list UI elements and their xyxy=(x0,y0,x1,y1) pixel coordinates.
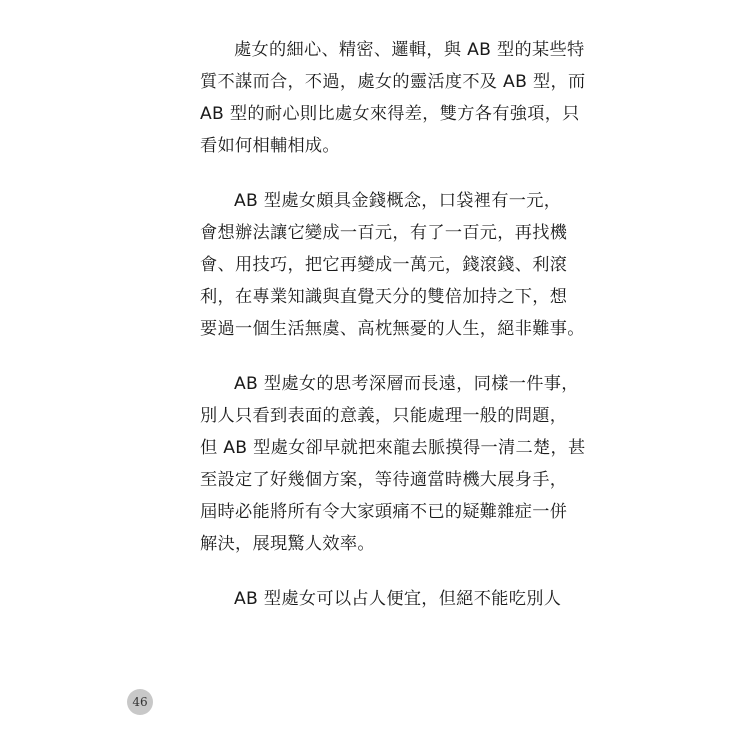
text-line: AB 型處女頗具金錢概念，口袋裡有一元， xyxy=(234,191,562,211)
paragraph xyxy=(200,583,580,615)
text-line: 看如何相輔相成。 xyxy=(200,136,340,156)
text-line: 至設定了好幾個方案，等待適當時機大展身手， xyxy=(200,470,568,490)
text-line: 但 AB 型處女卻早就把來龍去脈摸得一清二楚，甚 xyxy=(200,438,586,458)
body-text xyxy=(200,34,586,638)
text-line: AB 型的耐心則比處女來得差，雙方各有強項，只 xyxy=(200,104,580,124)
text-line: AB 型處女可以占人便宜，但絕不能吃別人 xyxy=(234,589,562,609)
paragraph xyxy=(200,368,586,560)
text-line: 利，在專業知識與直覺天分的雙倍加持之下，想 xyxy=(200,287,568,307)
paragraph xyxy=(200,185,585,345)
text-line: AB 型處女的思考深層而長遠，同樣一件事， xyxy=(234,374,579,394)
page-number: 46 xyxy=(127,689,153,715)
text-line: 會想辦法讓它變成一百元，有了一百元，再找機 xyxy=(200,223,568,243)
text-line: 解決，展現驚人效率。 xyxy=(200,534,375,554)
text-line: 質不謀而合，不過，處女的靈活度不及 AB 型，而 xyxy=(200,72,586,92)
text-line: 處女的細心、精密、邏輯，與 AB 型的某些特 xyxy=(234,40,585,60)
text-line: 要過一個生活無虞、高枕無憂的人生，絕非難事。 xyxy=(200,319,585,339)
text-line: 別人只看到表面的意義，只能處理一般的問題， xyxy=(200,406,568,426)
paragraph xyxy=(200,34,586,162)
text-line: 屆時必能將所有令大家頭痛不已的疑難雜症一併 xyxy=(200,502,568,522)
text-line: 會、用技巧，把它再變成一萬元，錢滾錢、利滾 xyxy=(200,255,568,275)
